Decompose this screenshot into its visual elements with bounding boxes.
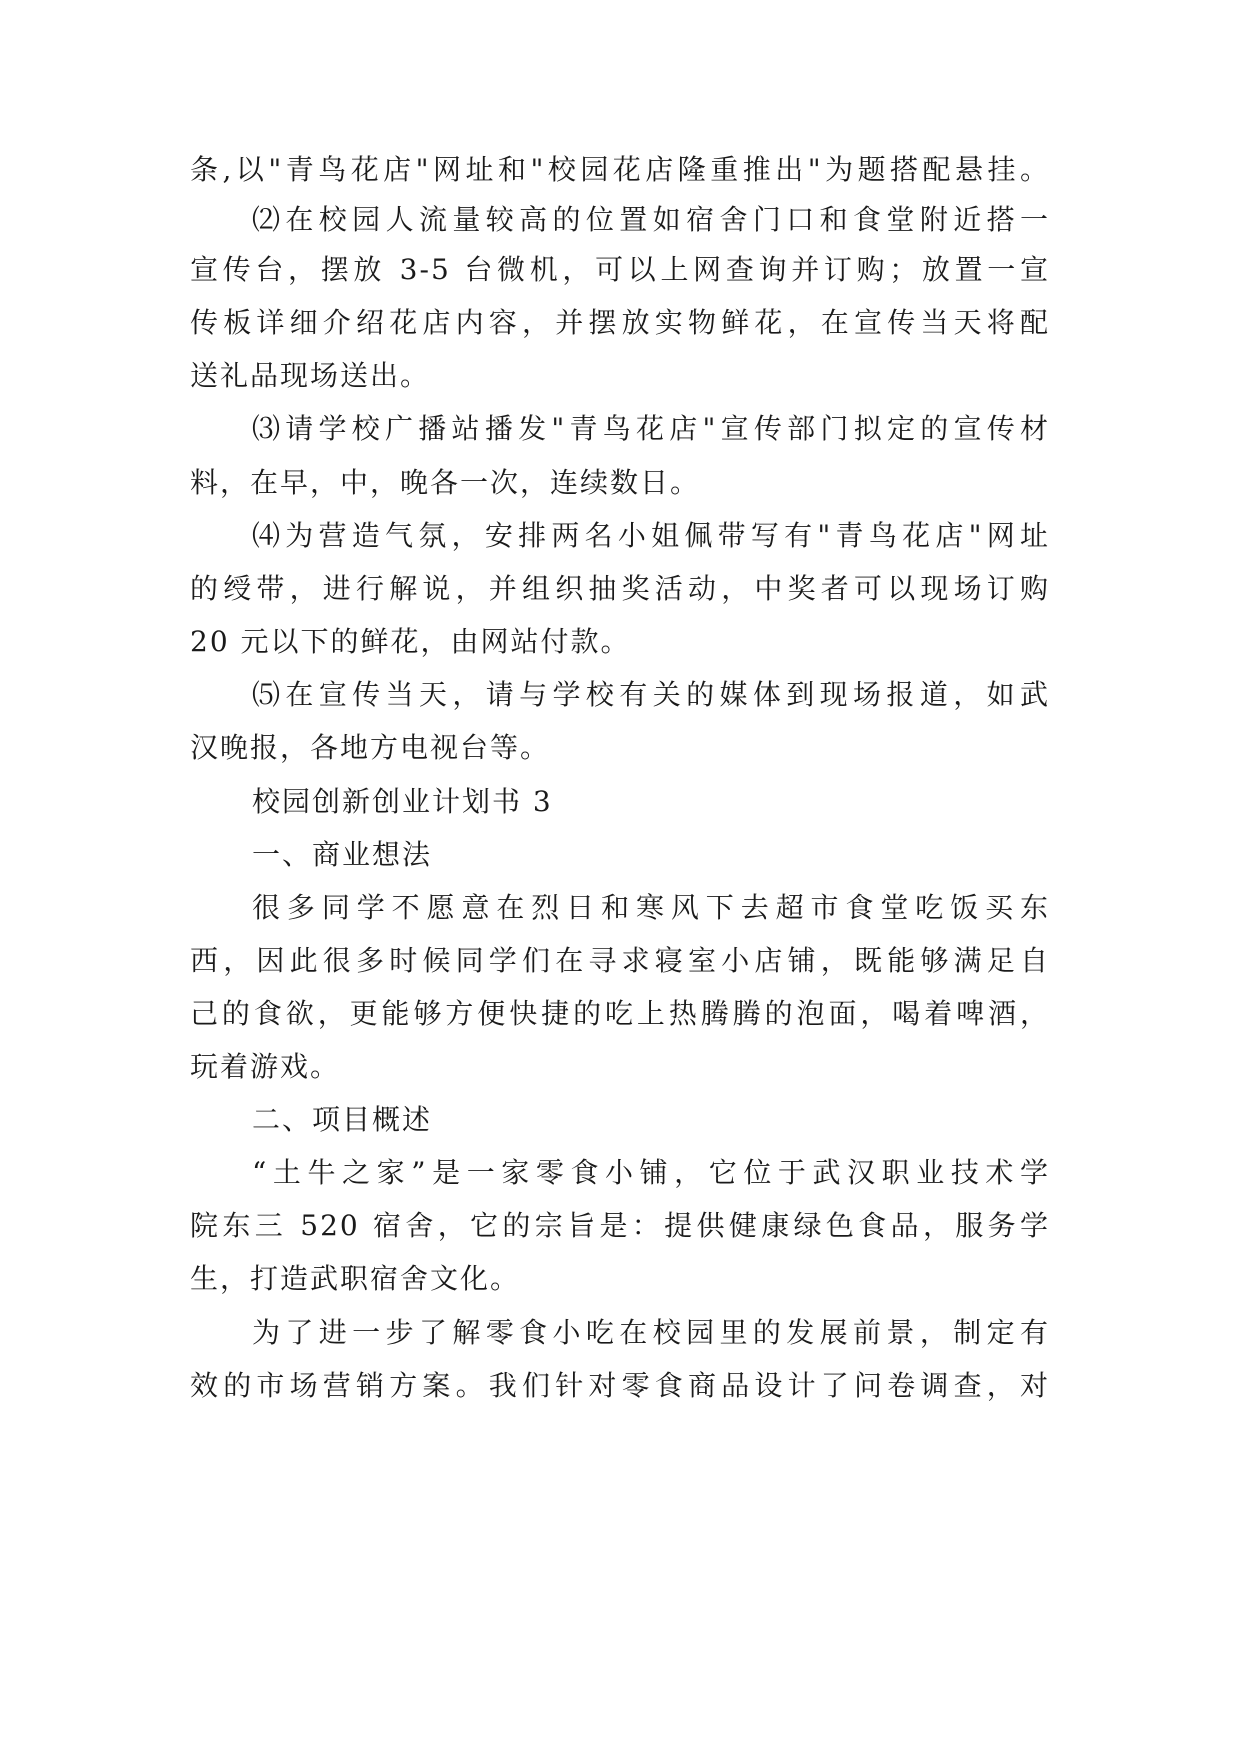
text-line: ⑶请学校广播站播发"青鸟花店"宣传部门拟定的宣传材 [252, 412, 1050, 445]
section-heading: 二、项目概述 [252, 1103, 433, 1136]
text-line: 玩着游戏。 [190, 1050, 341, 1083]
text-line: 效的市场营销方案。我们针对零食商品设计了问卷调查，对 [190, 1369, 1050, 1402]
text-line: ⑸在宣传当天，请与学校有关的媒体到现场报道，如武 [252, 678, 1050, 711]
text-line: 为了进一步了解零食小吃在校园里的发展前景，制定有 [252, 1316, 1050, 1349]
text-line: 己的食欲，更能够方便快捷的吃上热腾腾的泡面，喝着啤酒， [190, 997, 1050, 1030]
text-line: 生，打造武职宿舍文化。 [190, 1262, 521, 1295]
text-line: 很多同学不愿意在烈日和寒风下去超市食堂吃饭买东 [252, 891, 1050, 924]
text-line: ⑵在校园人流量较高的位置如宿舍门口和食堂附近搭一 [252, 203, 1050, 236]
text-line: 西，因此很多时候同学们在寻求寝室小店铺，既能够满足自 [190, 944, 1050, 977]
section-heading: 校园创新创业计划书 3 [252, 785, 553, 818]
text-line: 汉晚报，各地方电视台等。 [190, 731, 551, 764]
section-heading: 一、商业想法 [252, 838, 433, 871]
text-line: 料，在早，中，晚各一次，连续数日。 [190, 466, 701, 499]
text-line: ⑷为营造气氛，安排两名小姐佩带写有"青鸟花店"网址 [252, 519, 1050, 552]
text-line: 的绶带，进行解说，并组织抽奖活动，中奖者可以现场订购 [190, 572, 1050, 605]
text-line: 送礼品现场送出。 [190, 359, 431, 392]
text-line: 条,以"青鸟花店"网址和"校园花店隆重推出"为题搭配悬挂。 [190, 153, 1050, 186]
text-line: 宣传台，摆放 3-5 台微机，可以上网查询并订购；放置一宣 [190, 253, 1050, 286]
text-line: “土牛之家”是一家零食小铺，它位于武汉职业技术学 [252, 1156, 1050, 1189]
text-line: 20 元以下的鲜花，由网站付款。 [190, 625, 631, 658]
text-line: 传板详细介绍花店内容，并摆放实物鲜花，在宣传当天将配 [190, 306, 1050, 339]
text-line: 院东三 520 宿舍，它的宗旨是：提供健康绿色食品，服务学 [190, 1209, 1050, 1242]
